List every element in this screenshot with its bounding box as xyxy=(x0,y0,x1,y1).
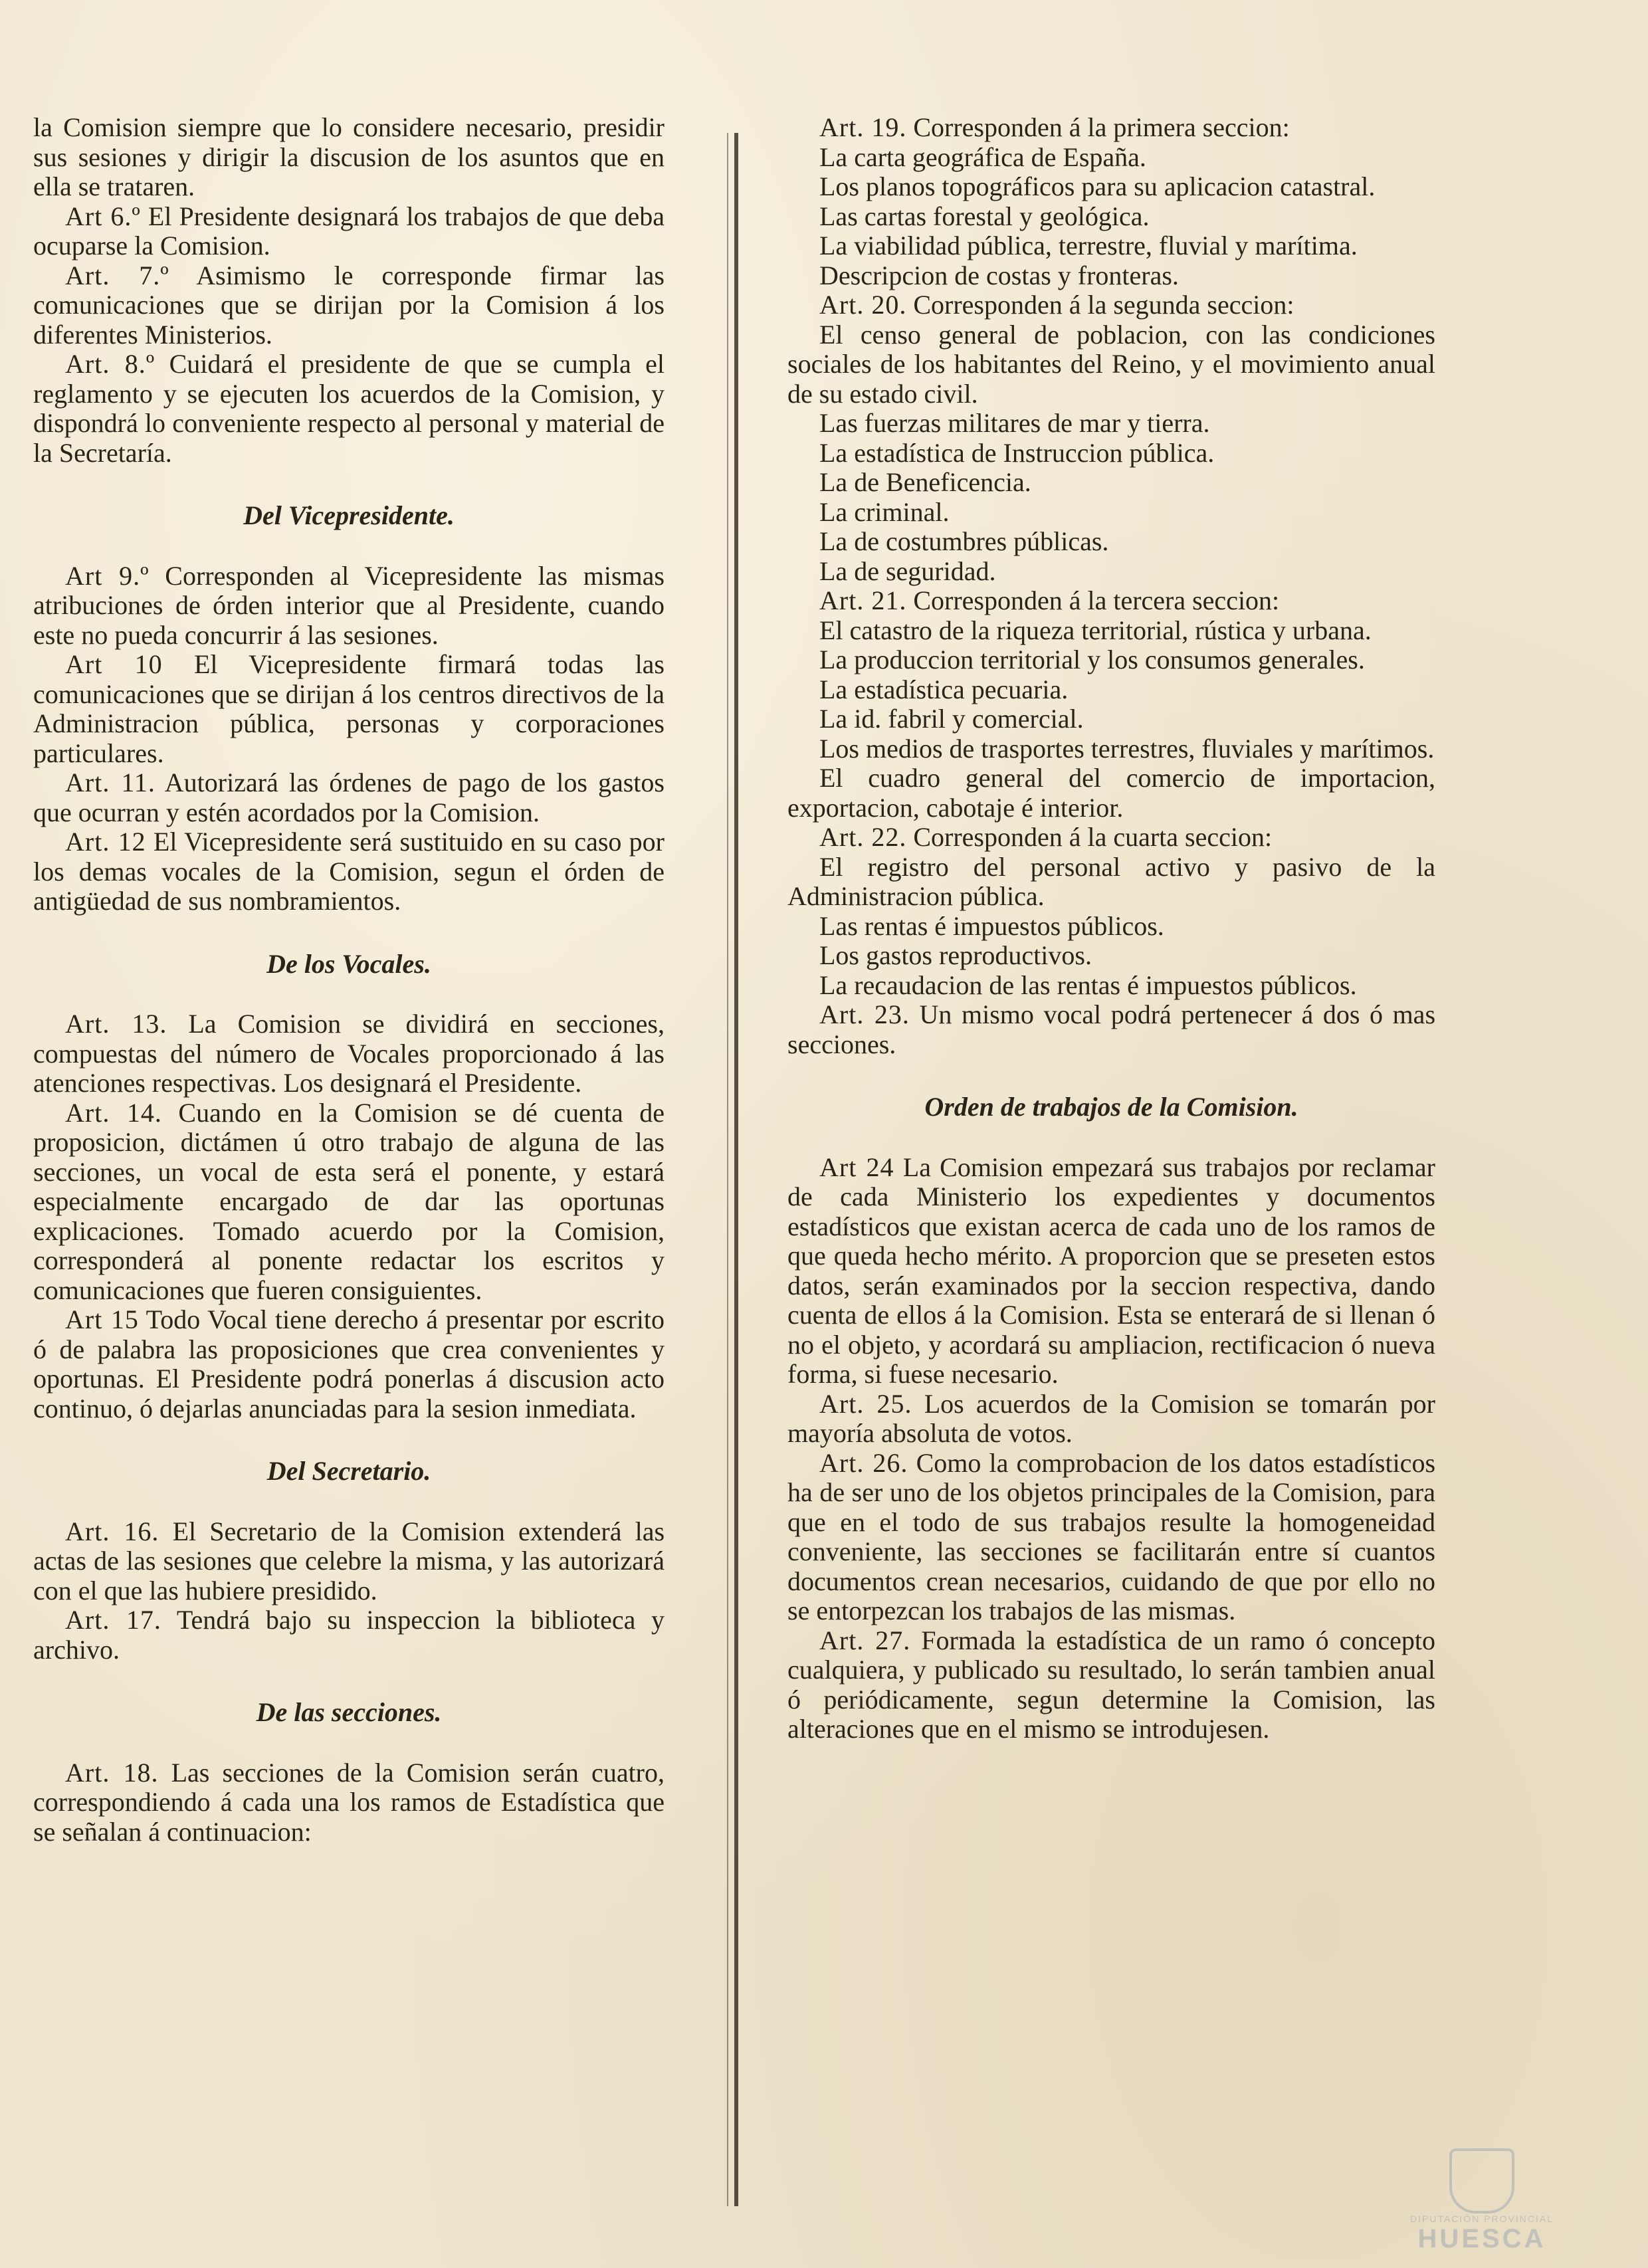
list-item: La de seguridad. xyxy=(819,556,996,586)
list-item: La estadística pecuaria. xyxy=(819,674,1069,704)
article-8: Art. 8.º Cuidará el presidente de que se cumpla el reglamento y se ejecuten los acuerdos de la Comision, y dispondrá lo conveniente respecto al personal y material de la Secretaría. xyxy=(33,349,665,468)
list-item: La carta geográfica de España. xyxy=(819,142,1146,172)
list-item: La de costumbres públicas. xyxy=(819,526,1109,556)
section-heading-vicepresidente: Del Vicepresidente. xyxy=(243,500,455,530)
list-item: El cuadro general del comercio de importacion, exportacion, cabotaje é interior. xyxy=(787,763,1435,823)
article-14: Art. 14. Cuando en la Comision se dé cuenta de proposicion, dictámen ú otro trabajo de alguna de las secciones, un vocal de esta será el ponente, y estará especialmente encargado de dar las oportunas explicaciones. Tomado acuerdo por la Comision, corresponderá al ponente redactar los escritos y comunicaciones que fueren consiguientes. xyxy=(33,1097,665,1305)
list-item: La produccion territorial y los consumos generales. xyxy=(819,645,1365,674)
list-item: La viabilidad pública, terrestre, fluvial y marítima. xyxy=(819,231,1358,260)
article-13: Art. 13. La Comision se dividirá en secciones, compuestas del número de Vocales proporcionado á las atenciones respectivas. Los designará el Presidente. xyxy=(33,1009,665,1098)
article-6: Art 6.º El Presidente designará los trabajos de que deba ocuparse la Comision. xyxy=(33,201,665,260)
article-21: Art. 21. Corresponden á la tercera seccion: xyxy=(819,585,1280,615)
list-item: El censo general de poblacion, con las condiciones sociales de los habitantes del Reino, y el movimiento anual de su estado civil. xyxy=(787,319,1435,409)
list-item: Los medios de trasportes terrestres, fluviales y marítimos. xyxy=(819,733,1435,764)
section-heading-secciones: De las secciones. xyxy=(256,1697,442,1727)
article-12: Art. 12 El Vicepresidente será sustituido en su caso por los demas vocales de la Comision, segun el órden de antigüedad de sus nombramientos. xyxy=(33,827,665,916)
list-item: Las cartas forestal y geológica. xyxy=(819,201,1150,231)
list-item: Los gastos reproductivos. xyxy=(819,940,1092,970)
article-7: Art. 7.º Asimismo le corresponde firmar las comunicaciones que se dirijan por la Comision á los diferentes Ministerios. xyxy=(33,260,665,350)
article-22: Art. 22. Corresponden á la cuarta seccion: xyxy=(819,822,1273,852)
article-23: Art. 23. Un mismo vocal podrá pertenecer á dos ó mas secciones. xyxy=(787,999,1436,1059)
right-column xyxy=(787,113,1435,1744)
list-item: La de Beneficencia. xyxy=(819,467,1031,497)
article-25: Art. 25. Los acuerdos de la Comision se tomarán por mayoría absoluta de votos. xyxy=(787,1388,1435,1448)
list-item: El catastro de la riqueza territorial, rústica y urbana. xyxy=(819,615,1372,645)
article-26: Art. 26. Como la comprobacion de los datos estadísticos ha de ser uno de los objetos principales de la Comision, para que en el todo de sus trabajos resulte la homogeneidad conveniente, las secciones se facilitarán entre sí cuantos documentos crean necesarios, cuidando de que por ello no se entorpezcan los trabajos de las mismas. xyxy=(787,1447,1436,1625)
article-18: Art. 18. Las secciones de la Comision serán cuatro, correspondiendo á cada una los ramos de Estadística que se señalan á continuacion: xyxy=(33,1757,665,1847)
list-item: La criminal. xyxy=(819,496,950,527)
stamp-line-1: DIPUTACIÓN PROVINCIAL xyxy=(1410,2214,1554,2224)
list-item: La id. fabril y comercial. xyxy=(819,704,1084,734)
article-20: Art. 20. Corresponden á la segunda seccion: xyxy=(819,290,1294,320)
section-heading-vocales: De los Vocales. xyxy=(266,948,431,979)
article-11: Art. 11. Autorizará las órdenes de pago de los gastos que ocurran y estén acordados por la Comision. xyxy=(33,768,665,827)
stamp-line-2: HUESCA xyxy=(1417,2224,1546,2253)
article-15: Art 15 Todo Vocal tiene derecho á presentar por escrito ó de palabra las proposiciones que crea convenientes y oportunas. El Presidente podrá ponerlas á discusion acto continuo, ó dejarlas anunciadas para la sesion inmediata. xyxy=(33,1304,665,1423)
list-item: Las fuerzas militares de mar y tierra. xyxy=(819,408,1210,438)
list-item: Descripcion de costas y fronteras. xyxy=(819,260,1179,290)
article-10: Art 10 El Vicepresidente firmará todas las comunicaciones que se dirijan á los centros directivos de la Administracion pública, personas y corporaciones particulares. xyxy=(33,649,665,768)
list-item: El registro del personal activo y pasivo de la Administracion pública. xyxy=(787,851,1435,911)
list-item: Las rentas é impuestos públicos. xyxy=(819,910,1164,941)
article-9: Art 9.º Corresponden al Vicepresidente las mismas atribuciones de órden interior que al Presidente, cuando este no pueda concurrir á las sesiones. xyxy=(33,560,665,650)
column-divider-thin xyxy=(727,133,728,2206)
library-stamp xyxy=(1356,2148,1608,2253)
section-heading-secretario: Del Secretario. xyxy=(266,1456,431,1486)
article-24: Art 24 La Comision empezará sus trabajos por reclamar de cada Ministerio los expedientes y documentos estadísticos que existan acerca de cada uno de los ramos de que queda hecho mérito. A proporcion que se preseten estos datos, serán examinados por la seccion respectiva, dando cuenta de ellos á la Comision. Esta se enterará de si llenan ó no el objeto, y acordará su ampliacion, rectificacion ó nueva forma, si fuese necesario. xyxy=(787,1152,1435,1389)
left-column xyxy=(33,113,665,1847)
list-item: Los planos topográficos para su aplicacion catastral. xyxy=(819,171,1376,201)
crest-icon xyxy=(1449,2148,1514,2214)
paragraph-continuation: la Comision siempre que lo considere necesario, presidir sus sesiones y dirigir la discusion de los asuntos que en ella se trataren. xyxy=(33,112,665,201)
article-27: Art. 27. Formada la estadística de un ramo ó concepto cualquiera, y publicado su resultado, lo serán tambien anual ó periódicamente, segun determine la Comision, las alteraciones que en el mismo se introdujesen. xyxy=(787,1625,1435,1744)
list-item: La recaudacion de las rentas é impuestos públicos. xyxy=(819,970,1357,1000)
article-16: Art. 16. El Secretario de la Comision extenderá las actas de las sesiones que celebre la misma, y las autorizará con el que las hubiere presidido. xyxy=(33,1516,665,1605)
article-19: Art. 19. Corresponden á la primera seccion: xyxy=(819,112,1290,142)
section-heading-orden-trabajos: Orden de trabajos de la Comision. xyxy=(924,1092,1298,1122)
column-divider xyxy=(734,133,738,2206)
list-item: La estadística de Instruccion pública. xyxy=(819,437,1215,468)
article-17: Art. 17. Tendrá bajo su inspeccion la biblioteca y archivo. xyxy=(33,1605,665,1665)
